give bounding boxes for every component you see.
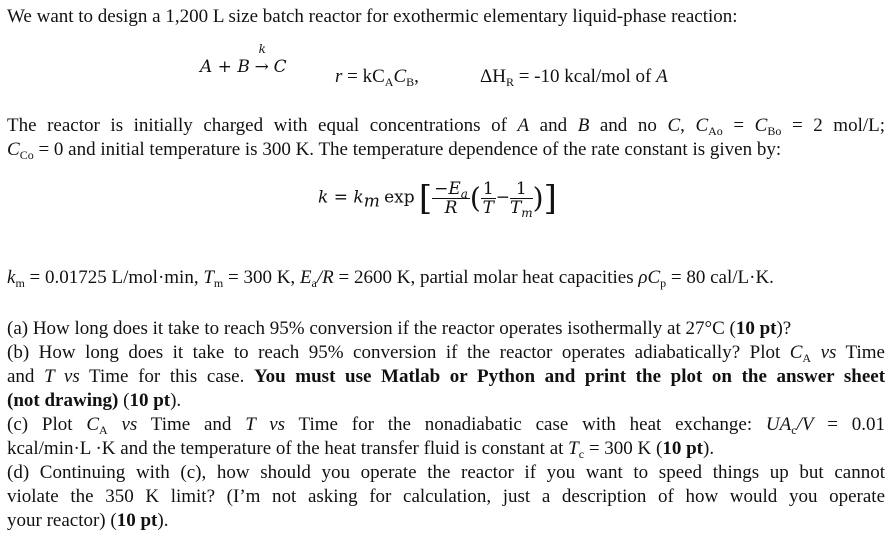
qc-T: T <box>245 414 256 435</box>
question-b-line1 <box>7 342 885 364</box>
qb-pts: 10 pt <box>129 390 171 411</box>
qc-UA: UA <box>765 414 792 435</box>
p1-c1-sub: Ao <box>708 124 723 138</box>
reaction-rhs: C <box>273 57 287 77</box>
dH-val: = -10 kcal/mol of <box>513 66 657 87</box>
question-d-line2 <box>7 486 885 508</box>
p1-B: B <box>577 115 590 136</box>
rate-comma: , <box>414 66 419 87</box>
rate-subB: B <box>406 75 415 89</box>
arr-R: R <box>444 198 458 218</box>
qb-and: and <box>7 366 45 387</box>
qc-a: (c) Plot <box>7 414 87 435</box>
qc-CA: C <box>86 414 99 435</box>
qa-end: )? <box>776 318 792 339</box>
arr-neg-ea: −E <box>434 179 461 199</box>
qc-end: ). <box>703 438 715 459</box>
p1-c1: C <box>695 115 709 136</box>
p1-eq2: = 2 mol/L; <box>781 115 886 136</box>
p1-c2-sub: Bo <box>767 124 782 138</box>
arr-T: T <box>482 198 494 218</box>
p1-c3: C <box>7 139 20 160</box>
p1-A: A <box>517 115 530 136</box>
qd-line2: violate the 350 K limit? (I’m not asking for calculation, just a description of how would you operate <box>7 486 885 507</box>
qb-CA-sub: A <box>802 351 812 365</box>
qb-vs: vs <box>811 342 837 363</box>
pr-km: k <box>7 267 16 288</box>
qc-UA-val: = 0.01 <box>813 414 886 435</box>
p1-and: and <box>529 115 578 136</box>
pr-Tm-sub: m <box>213 276 224 290</box>
pr-Tm-val: = 300 K, <box>223 267 300 288</box>
arr-km-sub: m <box>363 191 380 212</box>
p1-eq1: = <box>722 115 755 136</box>
p1-c2: C <box>754 115 768 136</box>
rate-law <box>335 66 419 88</box>
rate-subA: A <box>384 75 394 89</box>
question-d-line3 <box>7 510 168 532</box>
p1-c3-sub: Co <box>19 148 34 162</box>
reaction-arrow: → <box>254 57 269 77</box>
dH: ΔH <box>480 66 506 87</box>
intro-text: We want to design a 1,200 L size batch reactor for exothermic elementary liquid-phase reaction: <box>7 6 738 27</box>
qb-line1: (b) How long does it take to reach 95% conversion if the reactor operates adiabatically? Plot <box>7 342 790 363</box>
arr-k: k <box>318 187 329 208</box>
qc-vs2: vs <box>255 414 286 435</box>
pr-km-sub: m <box>15 276 25 290</box>
arr-one1: 1 <box>482 179 494 199</box>
reaction-equation <box>200 42 287 78</box>
arr-Tm-sub: m <box>521 206 533 220</box>
question-b-line3 <box>7 390 181 412</box>
rate-r: r <box>335 66 343 87</box>
arr-minus: − <box>495 187 510 208</box>
qc-time-and: Time and <box>137 414 246 435</box>
arrhenius-equation: $k = k_m$ exp [ $\frac{-E_a}{R}$ ( $\frac{1}{T}$ − $\frac{1}{T_m}$ )] <box>318 178 557 220</box>
arr-one2: 1 <box>510 180 533 199</box>
question-a <box>7 318 791 340</box>
qc-UA-sub: c <box>791 423 797 437</box>
qd-pts: 10 pt <box>116 510 158 531</box>
qc-Tc-val: = 300 K ( <box>584 438 663 459</box>
rate-eq: = kC <box>342 66 385 87</box>
qb-time: Time <box>836 342 885 363</box>
pr-rho: ρC <box>638 267 661 288</box>
params-line <box>7 267 774 289</box>
question-c-line2 <box>7 438 714 460</box>
arr-km: k <box>353 187 364 208</box>
pr-km-val: = 0.01725 L/mol·min, <box>24 267 204 288</box>
pr-Tm: T <box>203 267 214 288</box>
dH-sub: R <box>505 75 514 89</box>
arr-ea-sub: a <box>460 187 468 201</box>
pr-Ea: E <box>299 267 312 288</box>
qb-bold1: You must use Matlab or Python and print the plot on the answer sheet <box>253 366 886 387</box>
dH-A: A <box>656 66 668 87</box>
qb-T: T <box>44 366 55 387</box>
question-d-line1 <box>7 462 885 484</box>
pr-R: /R <box>316 267 334 288</box>
p1-line2: = 0 and initial temperature is 300 K. The temperature dependence of the rate constant is given by: <box>33 139 782 160</box>
p1-comma: , <box>680 115 696 136</box>
qc-Tc-sub: c <box>578 447 585 461</box>
pr-cp-val: = 80 cal/L·K. <box>666 267 774 288</box>
qa-pts: 10 pt <box>735 318 777 339</box>
qc-line1-b: Time for the nonadiabatic case with heat exchange: <box>285 414 766 435</box>
arr-eq: = <box>328 187 354 208</box>
qd-end: ). <box>157 510 169 531</box>
rate-C: C <box>393 66 407 87</box>
qc-CA-sub: A <box>99 423 108 437</box>
pr-R-val: = 2600 K, partial molar heat capacities <box>333 267 639 288</box>
qc-Tc: T <box>568 438 579 459</box>
question-b-line2 <box>7 366 885 388</box>
qd-line1: (d) Continuing with (c), how should you operate the reactor if you want to speed things up but cannot <box>7 462 885 483</box>
reaction-k: k <box>258 42 266 56</box>
p1-C: C <box>667 115 681 136</box>
qc-pts: 10 pt <box>662 438 703 459</box>
qc-V: /V <box>796 414 814 435</box>
arr-exp: exp <box>384 187 415 208</box>
qb-bold2: (not drawing) <box>7 390 119 411</box>
pr-cp-sub: p <box>660 276 667 290</box>
para1-line2 <box>7 139 781 161</box>
qc-line2-a: kcal/min·L ·K and the temperature of the heat transfer fluid is constant at <box>7 438 569 459</box>
qb-vs2: vs <box>54 366 80 387</box>
arr-Tm: T <box>509 198 522 218</box>
pr-Ea-sub: a <box>311 276 317 290</box>
question-c-line1 <box>7 414 885 436</box>
reaction-lhs: A + B <box>200 57 250 77</box>
qa-text: (a) How long does it take to reach 95% conversion if the reactor operates isothermally at 27°C ( <box>7 318 736 339</box>
qb-paren: ( <box>118 390 130 411</box>
p1-noC: and no <box>589 115 668 136</box>
qb-CA: C <box>789 342 803 363</box>
enthalpy <box>480 66 668 88</box>
para1-line1 <box>7 115 885 137</box>
qd-line3-a: your reactor) ( <box>7 510 117 531</box>
qc-vs: vs <box>107 414 138 435</box>
qb-end: ). <box>170 390 182 411</box>
qb-line2-time: Time for this case. <box>79 366 254 387</box>
p1-a: The reactor is initially charged with equal concentrations of <box>7 115 518 136</box>
